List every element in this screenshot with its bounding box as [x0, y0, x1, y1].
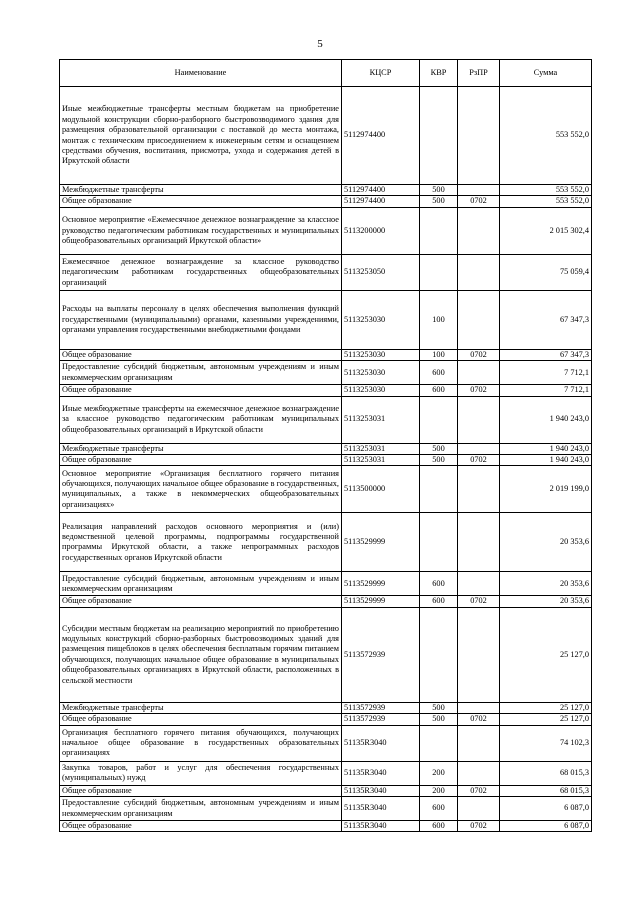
row-kvr [420, 513, 458, 572]
table-row [60, 207, 592, 254]
row-kcsr: 5112974400 [342, 87, 420, 185]
row-rzpr [458, 443, 500, 454]
row-kcsr: 5113253050 [342, 254, 420, 290]
table-row [60, 714, 592, 725]
row-sum: 2 015 302,4 [500, 207, 592, 254]
row-kcsr: 5113529999 [342, 572, 420, 596]
row-rzpr [458, 87, 500, 185]
row-rzpr: 0702 [458, 714, 500, 725]
row-name: Закупка товаров, работ и услуг для обеспечения государственных (муниципальных) нужд [60, 761, 342, 785]
row-sum: 67 347,3 [500, 290, 592, 349]
table-header-row [60, 60, 592, 87]
row-kvr: 600 [420, 572, 458, 596]
row-kvr [420, 87, 458, 185]
row-rzpr [458, 572, 500, 596]
row-kcsr: 5113253030 [342, 361, 420, 385]
row-rzpr [458, 207, 500, 254]
row-kcsr: 51135R3040 [342, 725, 420, 761]
row-rzpr: 0702 [458, 196, 500, 207]
row-sum: 7 712,1 [500, 361, 592, 385]
row-name: Ежемесячное денежное вознаграждение за классное руководство педагогическим работникам государственных общеобразовательных организаций [60, 254, 342, 290]
row-kcsr: 5113253031 [342, 455, 420, 466]
table-row [60, 396, 592, 443]
row-rzpr: 0702 [458, 821, 500, 832]
table-row [60, 785, 592, 796]
budget-table [59, 59, 592, 832]
table-row [60, 349, 592, 360]
row-rzpr [458, 607, 500, 702]
row-kcsr: 5113572939 [342, 714, 420, 725]
row-name: Общее образование [60, 349, 342, 360]
row-kvr [420, 466, 458, 513]
header-kvr: КВР [420, 60, 458, 87]
row-kcsr: 5113572939 [342, 702, 420, 713]
row-kvr: 500 [420, 185, 458, 196]
table-row [60, 87, 592, 185]
row-name: Организация бесплатного горячего питания обучающихся, получающих начальное общее образование в государственных образовательных организациях [60, 725, 342, 761]
row-kvr: 100 [420, 349, 458, 360]
table-row [60, 254, 592, 290]
row-rzpr [458, 725, 500, 761]
row-kvr [420, 254, 458, 290]
row-sum: 25 127,0 [500, 702, 592, 713]
row-rzpr [458, 702, 500, 713]
row-rzpr [458, 290, 500, 349]
table-row [60, 572, 592, 596]
row-sum: 75 059,4 [500, 254, 592, 290]
row-sum: 25 127,0 [500, 607, 592, 702]
row-name: Межбюджетные трансферты [60, 443, 342, 454]
row-sum: 25 127,0 [500, 714, 592, 725]
table-row [60, 607, 592, 702]
header-kcsr: КЦСР [342, 60, 420, 87]
table-row [60, 185, 592, 196]
row-sum: 2 019 199,0 [500, 466, 592, 513]
row-sum: 553 552,0 [500, 185, 592, 196]
row-sum: 553 552,0 [500, 87, 592, 185]
row-kcsr: 5113253030 [342, 349, 420, 360]
row-sum: 68 015,3 [500, 761, 592, 785]
row-rzpr: 0702 [458, 349, 500, 360]
row-kvr: 200 [420, 785, 458, 796]
row-rzpr [458, 797, 500, 821]
row-kvr: 600 [420, 596, 458, 607]
row-name: Межбюджетные трансферты [60, 185, 342, 196]
row-kvr: 600 [420, 821, 458, 832]
row-rzpr [458, 513, 500, 572]
row-name: Расходы на выплаты персоналу в целях обеспечения выполнения функций государственными (муниципальными) органами, казенными учреждениями, органами управления государственными внебюджетными фондами [60, 290, 342, 349]
row-kcsr: 51135R3040 [342, 821, 420, 832]
row-rzpr: 0702 [458, 455, 500, 466]
row-kvr: 100 [420, 290, 458, 349]
row-sum: 1 940 243,0 [500, 443, 592, 454]
table-row [60, 385, 592, 396]
row-name: Предоставление субсидий бюджетным, автономным учреждениям и иным некоммерческим организациям [60, 361, 342, 385]
row-rzpr [458, 185, 500, 196]
table-row [60, 443, 592, 454]
row-kcsr: 5113253030 [342, 385, 420, 396]
row-name: Предоставление субсидий бюджетным, автономным учреждениям и иным некоммерческим организациям [60, 797, 342, 821]
row-sum: 7 712,1 [500, 385, 592, 396]
row-kvr: 500 [420, 714, 458, 725]
row-name: Реализация направлений расходов основного мероприятия и (или) ведомственной целевой программы, подпрограммы государственной программы Иркутской области, а также непрограммных расходов государственных органов Иркутской области [60, 513, 342, 572]
row-kvr [420, 207, 458, 254]
row-name: Общее образование [60, 785, 342, 796]
table-row [60, 797, 592, 821]
row-rzpr [458, 396, 500, 443]
row-name: Предоставление субсидий бюджетным, автономным учреждениям и иным некоммерческим организациям [60, 572, 342, 596]
header-sum: Сумма [500, 60, 592, 87]
row-kvr [420, 725, 458, 761]
row-kcsr: 5113500000 [342, 466, 420, 513]
row-kvr: 500 [420, 702, 458, 713]
table-row [60, 725, 592, 761]
row-kcsr: 5112974400 [342, 196, 420, 207]
row-sum: 20 353,6 [500, 513, 592, 572]
row-name: Общее образование [60, 455, 342, 466]
row-rzpr [458, 761, 500, 785]
row-kvr: 600 [420, 385, 458, 396]
row-kvr: 500 [420, 443, 458, 454]
row-kcsr: 51135R3040 [342, 785, 420, 796]
row-name: Межбюджетные трансферты [60, 702, 342, 713]
row-kcsr: 5113253031 [342, 443, 420, 454]
row-sum: 1 940 243,0 [500, 455, 592, 466]
row-kcsr: 5113200000 [342, 207, 420, 254]
table-row [60, 361, 592, 385]
row-name: Общее образование [60, 385, 342, 396]
table-row [60, 196, 592, 207]
table-row [60, 466, 592, 513]
table-row [60, 761, 592, 785]
row-kvr: 600 [420, 797, 458, 821]
row-sum: 6 087,0 [500, 797, 592, 821]
row-sum: 553 552,0 [500, 196, 592, 207]
table-row [60, 455, 592, 466]
row-kvr [420, 607, 458, 702]
table-row [60, 513, 592, 572]
row-kcsr: 5112974400 [342, 185, 420, 196]
row-name: Основное мероприятие «Организация бесплатного горячего питания обучающихся, получающих начальное общее образование в государственных, муниципальных, а также в некоммерческих общеобразовательных организациях» [60, 466, 342, 513]
row-sum: 20 353,6 [500, 572, 592, 596]
row-kvr: 500 [420, 196, 458, 207]
row-sum: 74 102,3 [500, 725, 592, 761]
row-sum: 68 015,3 [500, 785, 592, 796]
row-sum: 6 087,0 [500, 821, 592, 832]
row-rzpr: 0702 [458, 385, 500, 396]
row-kcsr: 5113529999 [342, 596, 420, 607]
row-sum: 1 940 243,0 [500, 396, 592, 443]
row-kcsr: 51135R3040 [342, 761, 420, 785]
row-kvr [420, 396, 458, 443]
row-name: Общее образование [60, 821, 342, 832]
row-kcsr: 5113253031 [342, 396, 420, 443]
row-kcsr: 51135R3040 [342, 797, 420, 821]
row-name: Основное мероприятие «Ежемесячное денежное вознаграждение за классное руководство педагогическим работникам государственных и муниципальных общеобразовательных организаций Иркутской области» [60, 207, 342, 254]
row-name: Иные межбюджетные трансферты местным бюджетам на приобретение модульной конструкции сборно-разборного быстровозводимого здания для размещения образовательной организации с поставкой до места монтажа, монтаж с техническим присоединением к инженерным сетям и оснащением средствами обучения, воспитания, присмотра, ухода и содержания детей в Иркутской области [60, 87, 342, 185]
table-body [60, 87, 592, 832]
row-name: Субсидии местным бюджетам на реализацию мероприятий по приобретению модульных конструкций сборно-разборных быстровозводимых зданий для размещения пищеблоков в целях обеспечения бесплатным горячим питанием обучающихся, получающих начальное общее образование в муниципальных общеобразовательных организациях в Иркутской области, расположенных в сельской местности [60, 607, 342, 702]
row-rzpr: 0702 [458, 596, 500, 607]
row-rzpr [458, 361, 500, 385]
page-number: 5 [317, 38, 323, 50]
row-kvr: 500 [420, 455, 458, 466]
header-name: Наименование [60, 60, 342, 87]
row-name: Общее образование [60, 196, 342, 207]
table-row [60, 290, 592, 349]
row-kvr: 200 [420, 761, 458, 785]
row-sum: 20 353,6 [500, 596, 592, 607]
header-rzpr: РзПР [458, 60, 500, 87]
row-kvr: 600 [420, 361, 458, 385]
row-kcsr: 5113529999 [342, 513, 420, 572]
table-row [60, 702, 592, 713]
row-name: Иные межбюджетные трансферты на ежемесячное денежное вознаграждение за классное руководство педагогическим работникам муниципальных общеобразовательных организаций в Иркутской области [60, 396, 342, 443]
row-kcsr: 5113253030 [342, 290, 420, 349]
row-rzpr: 0702 [458, 785, 500, 796]
row-rzpr [458, 466, 500, 513]
row-kcsr: 5113572939 [342, 607, 420, 702]
row-name: Общее образование [60, 596, 342, 607]
table-row [60, 596, 592, 607]
row-rzpr [458, 254, 500, 290]
row-name: Общее образование [60, 714, 342, 725]
row-sum: 67 347,3 [500, 349, 592, 360]
table-row [60, 821, 592, 832]
